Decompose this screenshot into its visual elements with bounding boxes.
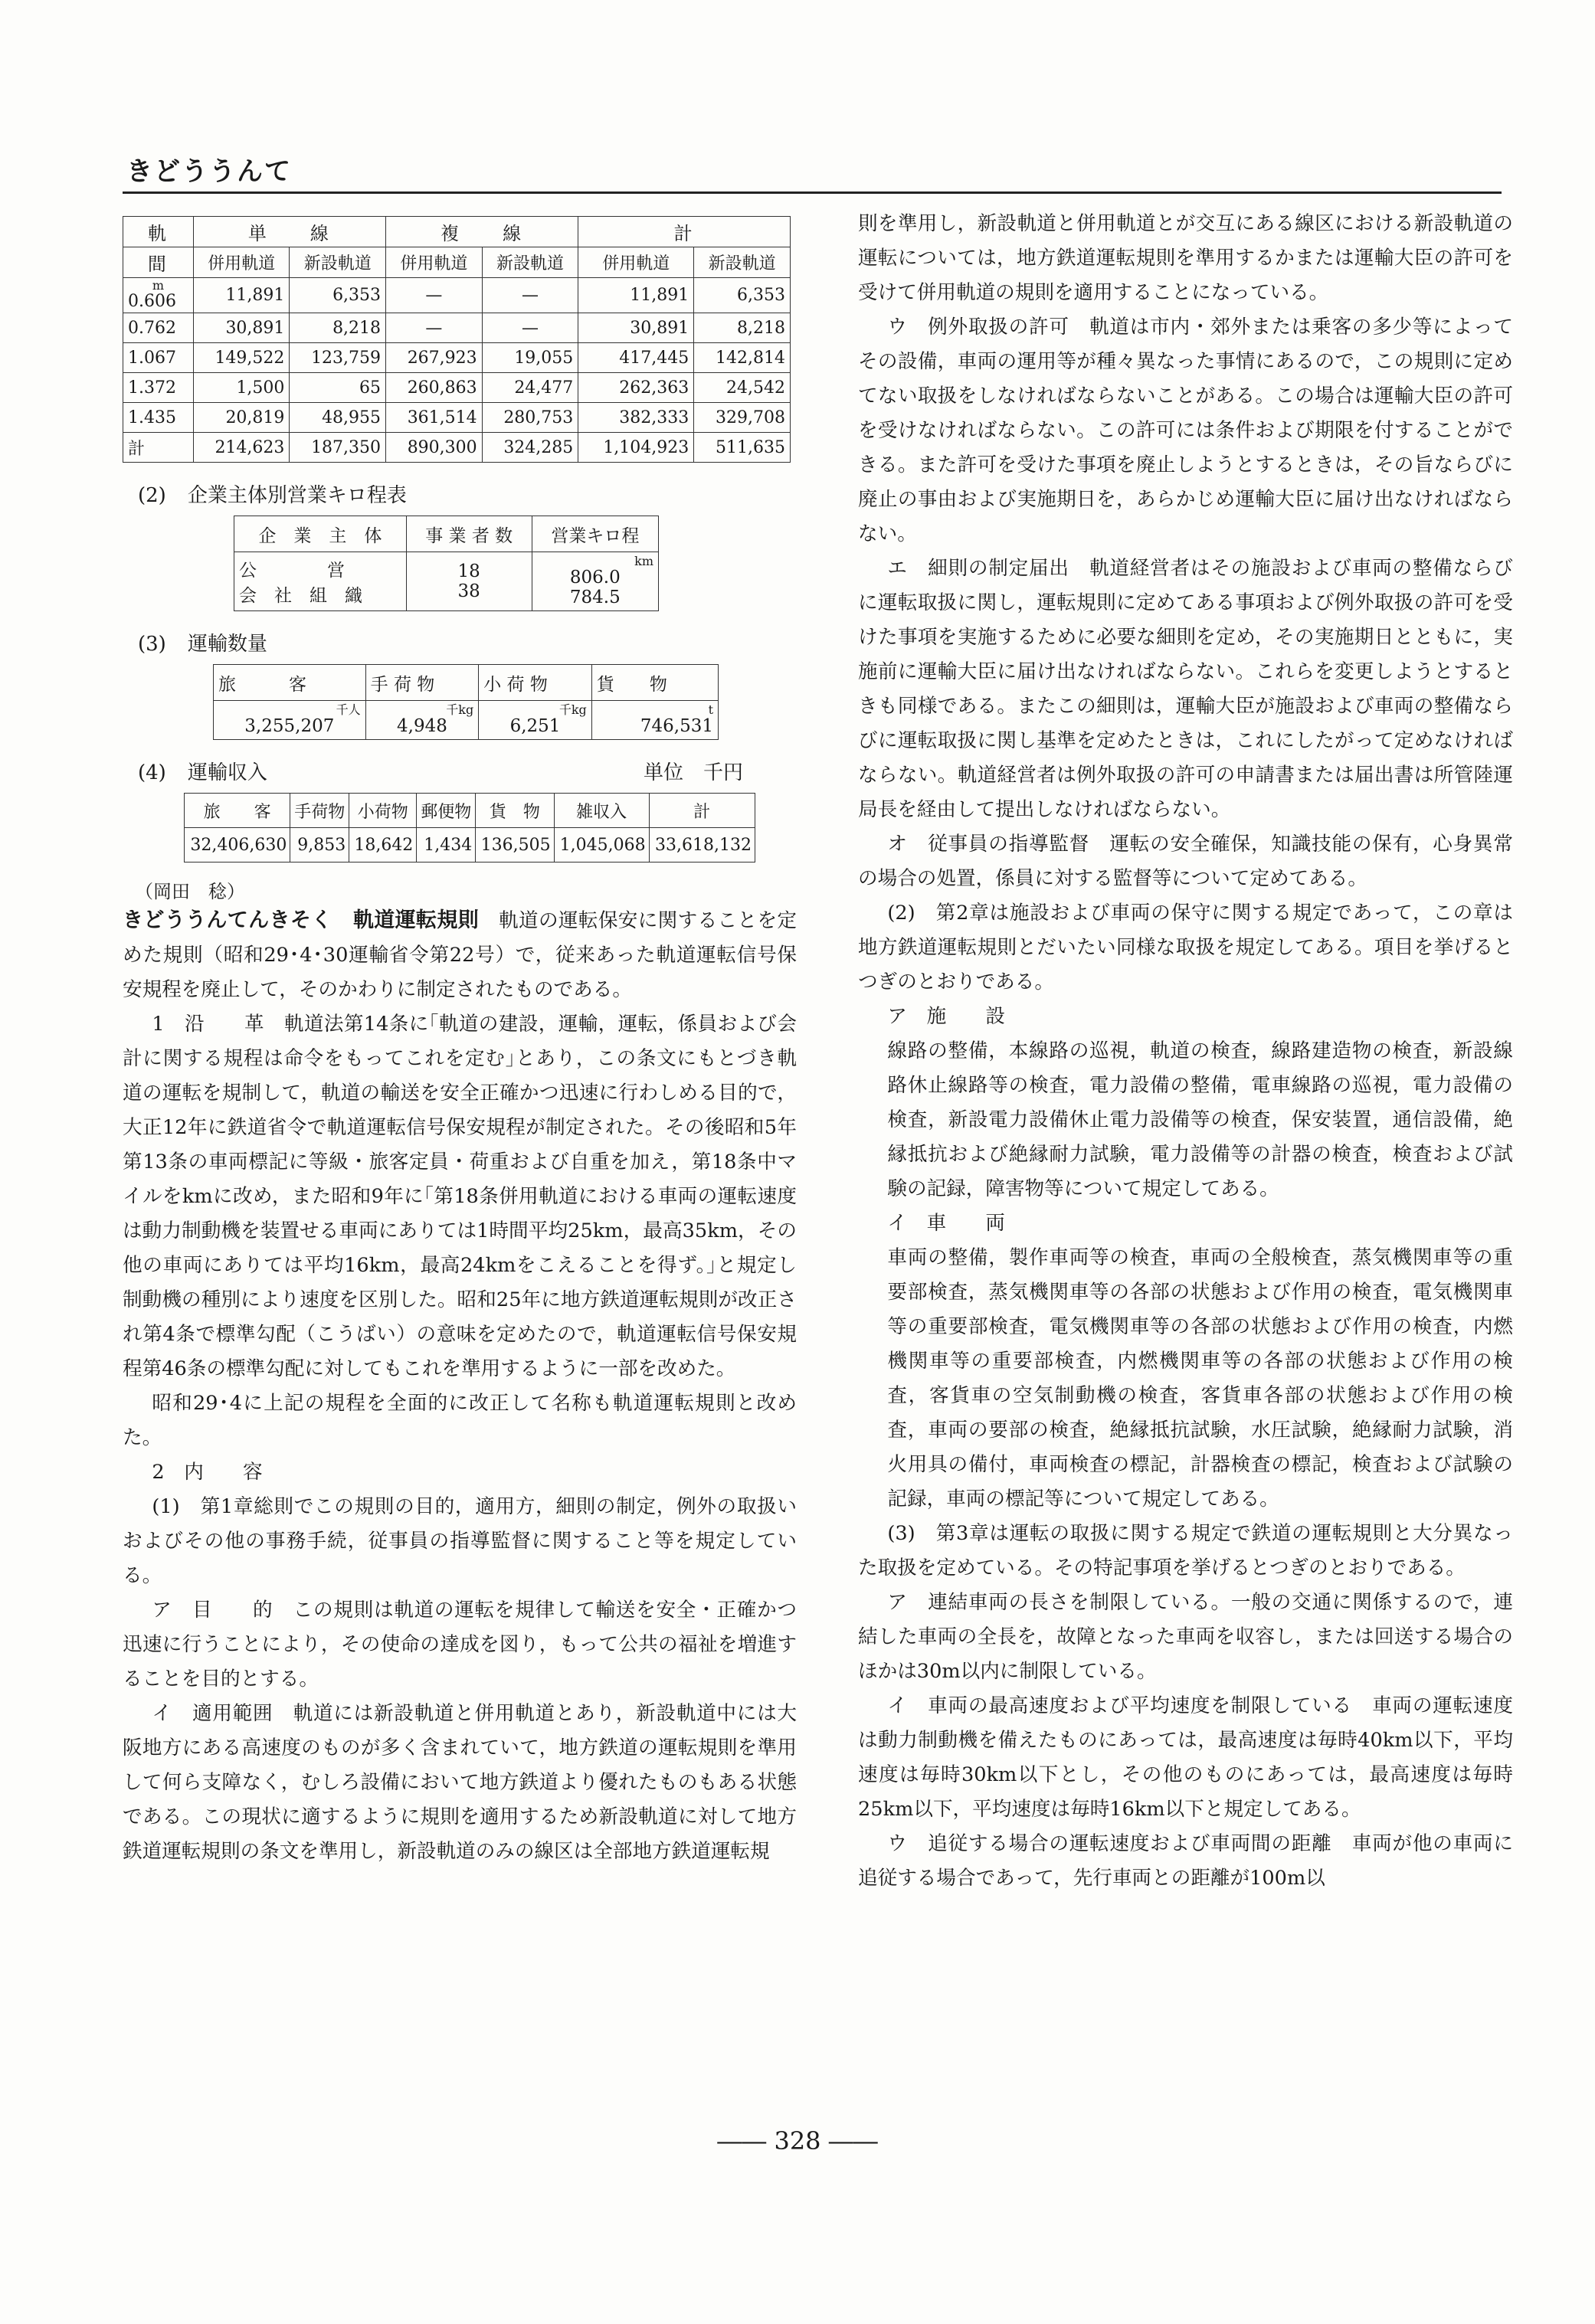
operator-km-table — [234, 516, 659, 611]
table2-header: 営業キロ程 — [532, 516, 658, 552]
section4-unit: 単位 千円 — [643, 761, 743, 784]
table3-value: 6,251 — [509, 716, 561, 736]
table1-value-cell: 24,542 — [694, 373, 791, 403]
table2-header: 企 業 主 体 — [234, 516, 407, 552]
table4-value: 1,434 — [417, 828, 476, 862]
table1-subhead: 併用軌道 — [578, 247, 694, 278]
body-paragraph: 昭和29･4に上記の規程を全面的に改正して名称も軌道運転規則と改めた。 — [123, 1392, 797, 1449]
section4-number: (4) — [138, 761, 166, 784]
table1-value-cell: — — [482, 313, 578, 343]
table1-value-cell: 6,353 — [290, 278, 386, 313]
table4-value: 33,618,132 — [649, 828, 755, 862]
entry-lead-paragraph — [123, 903, 797, 1007]
table1-value-cell: — — [482, 278, 578, 313]
table1-gauge-cell — [123, 278, 194, 313]
table1-row — [123, 373, 791, 403]
sub-heading: ア 施 設 — [887, 1005, 1005, 1028]
table1-gauge-cell: 0.762 — [123, 313, 194, 343]
right-column — [858, 207, 1513, 1896]
table3-header: 貨 物 — [591, 665, 718, 701]
table3-unit: 千kg — [558, 702, 587, 717]
table4-header: 旅 客 — [185, 794, 290, 828]
table1-value-cell: 1,104,923 — [578, 433, 694, 463]
table1-subhead: 新設軌道 — [694, 247, 791, 278]
section3-number: (3) — [138, 633, 166, 656]
body-paragraph: 線路の整備，本線路の巡視，軌道の検査，線路建造物の検査，新設線路休止線路等の検査，電力設備の整備，電車線路の巡視，電力設備の検査，新設電力設備休止電力設備等の検査，保安装置，通信設備，絶縁抵抗および絶縁耐力試験，電力設備等の計器の検査，検査および試験の記録，障害物等について規定してある。 — [887, 1039, 1513, 1200]
table1-group-double: 複 線 — [386, 217, 578, 247]
table1-value-cell: 1,500 — [193, 373, 290, 403]
table2-unit: km — [634, 554, 653, 568]
sub-heading: イ 車 両 — [887, 1212, 1005, 1235]
table1-value-cell: 382,333 — [578, 403, 694, 433]
body-paragraph: オ 従事員の指導監督 運転の安全確保，知識技能の保有，心身異常の場合の処置，係員に対する監督等について定めてある。 — [858, 833, 1513, 890]
table2-header: 事 業 者 数 — [406, 516, 532, 552]
entry-headword: きどううんてんきそく 軌道運転規則 — [123, 908, 480, 932]
table1-subhead: 併用軌道 — [193, 247, 290, 278]
table1-value-cell: 19,055 — [482, 343, 578, 373]
table1-value-cell: 142,814 — [694, 343, 791, 373]
table1-value-cell: 262,363 — [578, 373, 694, 403]
body-paragraph — [123, 1007, 797, 1386]
body-paragraph: ウ 追従する場合の運転速度および車両間の距離 車両が他の車両に追従する場合であって，先行車両との距離が100m以 — [858, 1832, 1513, 1890]
table1-gauge-cell: 1.372 — [123, 373, 194, 403]
table2-row-label: 公 営 — [239, 561, 345, 581]
section2-label: 企業主体別営業キロ程表 — [187, 484, 407, 507]
table3-cell — [214, 701, 366, 740]
table2-cell — [234, 552, 407, 611]
body-paragraph: 則を準用し，新設軌道と併用軌道とが交互にある線区における新設軌道の運転については，地方鉄道運転規則を準用するかまたは運輸大臣の許可を受けて併用軌道の規則を適用することになっている。 — [858, 212, 1513, 304]
table4-value: 32,406,630 — [185, 828, 290, 862]
table1-group-total: 計 — [578, 217, 791, 247]
body-paragraph: (3) 第3章は運転の取扱に関する規定で鉄道の運転規則と大分異なった取扱を定めている。その特記事項を挙げるとつぎのとおりである。 — [858, 1522, 1513, 1579]
page-number: ―― 328 ―― — [717, 2126, 878, 2155]
table1-value-cell: 8,218 — [290, 313, 386, 343]
body-paragraph: ウ 例外取扱の許可 軌道は市内・郊外または乗客の多少等によってその設備，車両の運用等が種々異なった事情にあるので，この規則に定めてない取扱をしなければならないことがある。この場合は運輸大臣の許可を受けなければならない。この許可には条件および期限を付することができる。また許可を受けた事項を廃止しようとするときは，その旨ならびに廃止の事由および実施期日を，あらかじめ運輸大臣に届け出なければならない。 — [858, 316, 1513, 545]
table1-gauge-cell: 1.435 — [123, 403, 194, 433]
table1-subhead: 併用軌道 — [386, 247, 483, 278]
table1-body — [123, 278, 791, 463]
table1-row — [123, 403, 791, 433]
table3-unit: 千kg — [446, 702, 474, 717]
table1-group-single: 単 線 — [193, 217, 385, 247]
table1-gauge-cell: 計 — [123, 433, 194, 463]
table2-cell — [406, 552, 532, 611]
table1-value-cell: 280,753 — [482, 403, 578, 433]
table1-value-cell: 65 — [290, 373, 386, 403]
body-paragraph: エ 細則の制定届出 軌道経営者はその施設および車両の整備ならびに運転取扱に関し，運転規則に定めてある事項および例外取扱の許可を受けた事項を実施するために必要な細則を定め，その実施期日とともに，実施前に運輸大臣に届け出なければならない。これらを変更しようとするときも同様である。またこの細則は，運輸大臣が施設および車両の整備ならびに運転取扱に関し基準を定めたときは，これにしたがって定めなければならない。軌道経営者は例外取扱の許可の申請書または届出書は所管陸運局長を経由して提出しなければならない。 — [858, 557, 1513, 821]
section-heading: 2 内 容 — [152, 1461, 263, 1484]
table1-subhead: 新設軌道 — [290, 247, 386, 278]
table1-value-cell: 123,759 — [290, 343, 386, 373]
body-paragraph: イ 車両の最高速度および平均速度を制限している 車両の運転速度は動力制動機を備えたものにあっては，最高速度は毎時40km以下，平均速度は毎時30km以下とし，その他のものにあっては，最高速度は毎時25km以下，平均速度は毎時16km以下と規定してある。 — [858, 1694, 1513, 1821]
table3-header: 手 荷 物 — [365, 665, 479, 701]
section4-label: 運輸収入 — [187, 761, 267, 784]
table1-value-cell: 267,923 — [386, 343, 483, 373]
table1-value-cell: — — [386, 313, 483, 343]
table1-value-cell: 361,514 — [386, 403, 483, 433]
table3-header: 旅 客 — [214, 665, 366, 701]
section4-title — [138, 757, 743, 785]
table1-value-cell: 11,891 — [193, 278, 290, 313]
body-paragraph: 車両の整備，製作車両等の検査，車両の全般検査，蒸気機関車等の重要部検査，蒸気機関車等の各部の状態および作用の検査，電気機関車等の重要部検査，電気機関車等の各部の状態および作用の検査，内燃機関車等の重要部検査，内燃機関車等の各部の状態および作用の検査，客貨車の空気制動機の検査，客貨車各部の状態および作用の検査，車両の要部の検査，絶縁抵抗試験，水圧試験，絶縁耐力試験，消火用具の備付，車両検査の標記，計器検査の標記，検査および試験の記録，車両の標記等について規定してある。 — [887, 1246, 1513, 1511]
table2-value: 18 — [457, 561, 480, 581]
running-header: きどううんて — [126, 156, 292, 187]
table1-value-cell: 260,863 — [386, 373, 483, 403]
table4-header: 小荷物 — [349, 794, 417, 828]
table1-value-cell: 30,891 — [193, 313, 290, 343]
body-paragraph: ア 目 的 この規則は軌道の運転を規律して輸送を安全・正確かつ迅速に行うことにより，その使命の達成を図り，もって公共の福祉を増進することを目的とする。 — [123, 1599, 797, 1691]
paragraph-text: 軌道法第14条に｢軌道の建設，運輸，運転，係員および会計に関する規程は命令をもってこれを定む｣とあり，この条文にもとづき軌道の運転を規制して，軌道の輸送を安全正確かつ迅速に行わしめる目的で，大正12年に鉄道省令で軌道運転信号保安規程が制定された。その後昭和5年第13条の車両標記に等級・旅客定員・荷重および自重を加え，第18条中マイルをkmに改め，また昭和9年に｢第18条併用軌道における車両の運転速度は動力制動機を装置せる車両にありては1時間平均25km，最高35km，その他の車両にありては平均16km，最高24kmをこえることを得ず。｣と規定し制動機の種別により速度を区別した。昭和25年に地方鉄道運転規則が改正され第4条で標準勾配（こうばい）の意味を定めたので，軌道運転信号保安規程第46条の標準勾配に対してもこれを準用するように一部を改めた。 — [123, 1013, 797, 1380]
gauge-length-table — [123, 216, 791, 463]
table1-row — [123, 433, 791, 463]
body-paragraph: (1) 第1章総則でこの規則の目的，適用方，細則の制定，例外の取扱いおよびその他の事務手続，従事員の指導監督に関すること等を規定している。 — [123, 1495, 797, 1587]
section3-label: 運輸数量 — [187, 633, 267, 656]
table1-value-cell: 417,445 — [578, 343, 694, 373]
table4-header: 計 — [649, 794, 755, 828]
table1-value-cell: 8,218 — [694, 313, 791, 343]
table1-value-cell: 329,708 — [694, 403, 791, 433]
entry-lead: 軌道の運転保安に関することを定めた規則（昭和29･4･30運輸省令第22号）で，従来あった軌道運転信号保安規程を廃止して，そのかわりに制定されたものである。 — [123, 909, 797, 1001]
table1-gauge-value: 0.606 — [128, 292, 176, 311]
table1-value-cell: 187,350 — [290, 433, 386, 463]
table4-value: 18,642 — [349, 828, 417, 862]
table1-gauge-header2: 間 — [123, 247, 194, 278]
table2-value: 806.0 — [569, 568, 621, 588]
table2-value: 38 — [457, 581, 480, 601]
table3-value: 4,948 — [397, 716, 447, 736]
table1-value-cell: 6,353 — [694, 278, 791, 313]
table4-value: 136,505 — [476, 828, 554, 862]
table2-value: 784.5 — [569, 588, 621, 607]
table1-subhead: 新設軌道 — [482, 247, 578, 278]
table2-row-label: 会 社 組 織 — [239, 586, 362, 606]
author-credit: （岡田 稔） — [135, 881, 245, 902]
table4-header: 手荷物 — [290, 794, 349, 828]
table3-cell — [591, 701, 718, 740]
table1-value-cell: 11,891 — [578, 278, 694, 313]
table4-value: 9,853 — [290, 828, 349, 862]
table1-value-cell: — — [386, 278, 483, 313]
table3-unit: 千人 — [336, 702, 361, 717]
section-heading: 1 沿 革 — [152, 1013, 264, 1036]
table1-gauge-unit: m — [152, 278, 164, 293]
section2-title — [138, 480, 797, 508]
table1-value-cell: 30,891 — [578, 313, 694, 343]
table1-value-cell: 214,623 — [193, 433, 290, 463]
body-paragraph: イ 適用範囲 軌道には新設軌道と併用軌道とあり，新設軌道中には大阪地方にある高速度のものが多く含まれていて，地方鉄道の運転規則を準用して何ら支障なく，むしろ設備において地方鉄道より優れたものもある状態である。この現状に適するように規則を適用するため新設軌道に対して地方鉄道運転規則の条文を準用し，新設軌道のみの線区は全部地方鉄道運転規 — [123, 1702, 797, 1863]
table1-gauge-header: 軌 — [123, 217, 194, 247]
table3-value: 3,255,207 — [244, 716, 335, 736]
table3-cell — [365, 701, 479, 740]
table3-cell — [479, 701, 592, 740]
table3-unit: t — [708, 702, 713, 717]
table1-row — [123, 343, 791, 373]
table1-gauge-cell: 1.067 — [123, 343, 194, 373]
table4-value: 1,045,068 — [554, 828, 649, 862]
transport-volume-table — [213, 664, 719, 740]
table1-row — [123, 278, 791, 313]
table1-value-cell: 324,285 — [482, 433, 578, 463]
section3-title — [138, 628, 797, 656]
table1-value-cell: 890,300 — [386, 433, 483, 463]
section2-number: (2) — [138, 484, 166, 507]
table4-header: 雑収入 — [554, 794, 649, 828]
left-column — [123, 207, 797, 1869]
header-rule — [123, 191, 1502, 194]
body-paragraph: (2) 第2章は施設および車両の保守に関する規定であって，この章は地方鉄道運転規則とだいたい同様な取扱を規定してある。項目を挙げるとつぎのとおりである。 — [858, 902, 1513, 993]
table1-value-cell: 24,477 — [482, 373, 578, 403]
table1-row — [123, 313, 791, 343]
table2-cell — [532, 552, 658, 611]
transport-revenue-table — [184, 793, 755, 862]
table4-header: 貨 物 — [476, 794, 554, 828]
table1-value-cell: 48,955 — [290, 403, 386, 433]
table1-value-cell: 20,819 — [193, 403, 290, 433]
body-paragraph: ア 連結車両の長さを制限している。一般の交通に関係するので，連結した車両の全長を，故障となった車両を収容し，または回送する場合のほかは30m以内に制限している。 — [858, 1591, 1513, 1683]
table4-header: 郵便物 — [417, 794, 476, 828]
table1-value-cell: 149,522 — [193, 343, 290, 373]
table3-value: 746,531 — [640, 716, 713, 736]
table3-header: 小 荷 物 — [479, 665, 592, 701]
table1-value-cell: 511,635 — [694, 433, 791, 463]
